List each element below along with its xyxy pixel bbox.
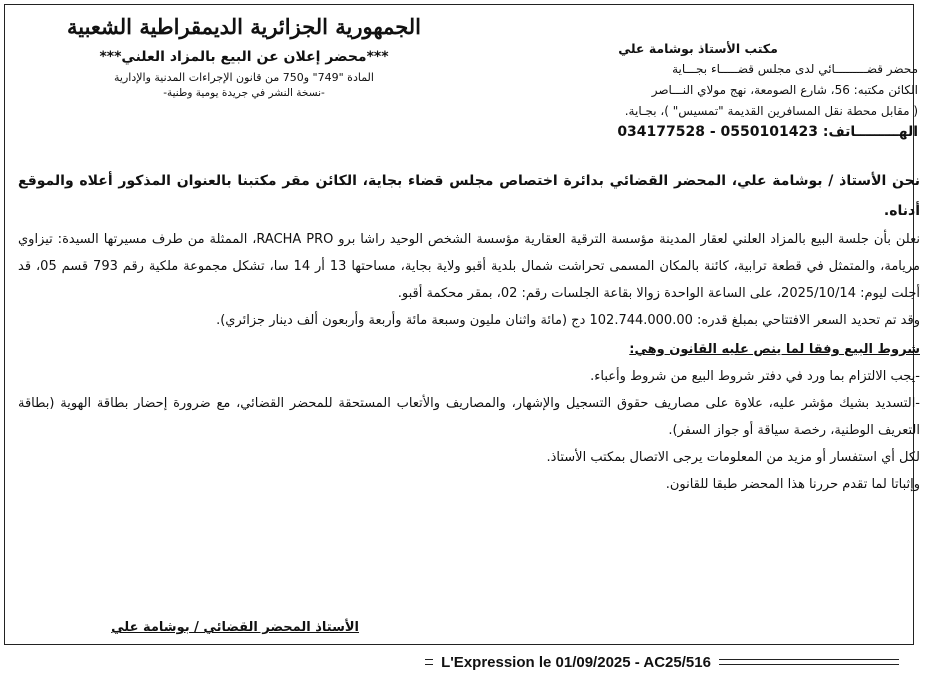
republic-title: الجمهورية الجزائرية الديمقراطية الشعبية <box>66 14 421 39</box>
office-line-1: محضر قضـــــــــائي لدى مجلس قضـــــاء بجـــاية <box>672 62 918 76</box>
footer-rule-left <box>425 659 433 665</box>
notice-title: ***محضر إعلان عن البيع بالمزاد العلني*** <box>99 49 389 65</box>
legal-articles: المادة "749" و750 من قانون الإجراءات المدنية والإدارية <box>114 71 374 84</box>
office-line-3: ( مقابل محطة نقل المسافرين القديمة "تمسيس" )، بجـاية. <box>624 104 918 118</box>
phone-label: الهـــــــــاتف: <box>822 124 918 140</box>
phone-numbers: 0550101423 - 034177528 <box>617 124 818 140</box>
condition-1: -يجب الالتزام بما ورد في دفتر شروط البيع من شروط وأعباء. <box>590 369 920 384</box>
footer-rule-right <box>719 659 899 665</box>
closing-paragraph: وإثباتا لما تقدم حررنا هذا المحضر طبقا للقانون. <box>665 477 920 492</box>
office-name: مكتب الأستاذ بوشامة علي <box>618 41 778 56</box>
office-phone-row <box>478 122 918 143</box>
notice-body <box>18 166 920 498</box>
contact-paragraph: لكل أي استفسار أو مزيد من المعلومات يرجى الاتصال بمكتب الأستاذ. <box>546 450 920 465</box>
footer-stamp-row <box>0 651 932 673</box>
office-line-2: الكائن مكتبه: 56، شارع الصومعة، نهج مولاي النـــاصر <box>651 83 918 97</box>
condition-2: -التسديد بشيك مؤشر عليه، علاوة على مصاريف حقوق التسجيل والإشهار، والمصاريف والأتعاب المستحقة للمحضر القضائي، مع ضرورة إحضار بطاقة الهوية (بطاقة التعريف الوطنية، رخصة سياقة أو جواز السفر). <box>18 396 920 438</box>
header-block <box>18 14 470 99</box>
publication-stamp: L'Expression le 01/09/2025 - AC25/516 <box>441 653 711 671</box>
announcement-paragraph: نعلن بأن جلسة البيع بالمزاد العلني لعقار المدينة مؤسسة الترقية العقارية مؤسسة الشخص الوحيد راشا برو RACHA PRO، الممثلة من طرف مسيرتها السيدة: تيزاوي مريامة، والمتمثل في قطعة ترابية، كائنة بالمكان المسمى تحراشت شمال بلدية أقبو ولاية بجاية، مساحتها 13 أر 14 سا، تشكل مجموعة ملكية رقم 793 قسم 05، قد أجلت ليوم: 2025/10/14، على الساعة الواحدة زوالا بقاعة الجلسات رقم: 02، بمقر محكمة أقبو. <box>18 232 920 301</box>
intro-paragraph: نحن الأستاذ / بوشامة علي، المحضر القضائي بدائرة اختصاص مجلس قضاء بجاية، الكائن مقر مكتبنا بالعنوان المذكور أعلاه والموقع أدناه. <box>18 173 920 219</box>
signature: الأستاذ المحضر القضائي / بوشامة علي <box>111 620 359 635</box>
price-paragraph: وقد تم تحديد السعر الافتتاحي بمبلغ قدره: 102.744.000.00 دج (مائة واثنان مليون وسبعة مائة وأربعة وأربعون ألف دينار جزائري). <box>216 313 920 328</box>
conditions-title: شروط البيع وفقا لما ينص عليه القانون وهي: <box>629 342 920 357</box>
publication-note: -نسخة النشر في جريدة يومية وطنية- <box>163 87 325 99</box>
office-block <box>478 38 918 143</box>
